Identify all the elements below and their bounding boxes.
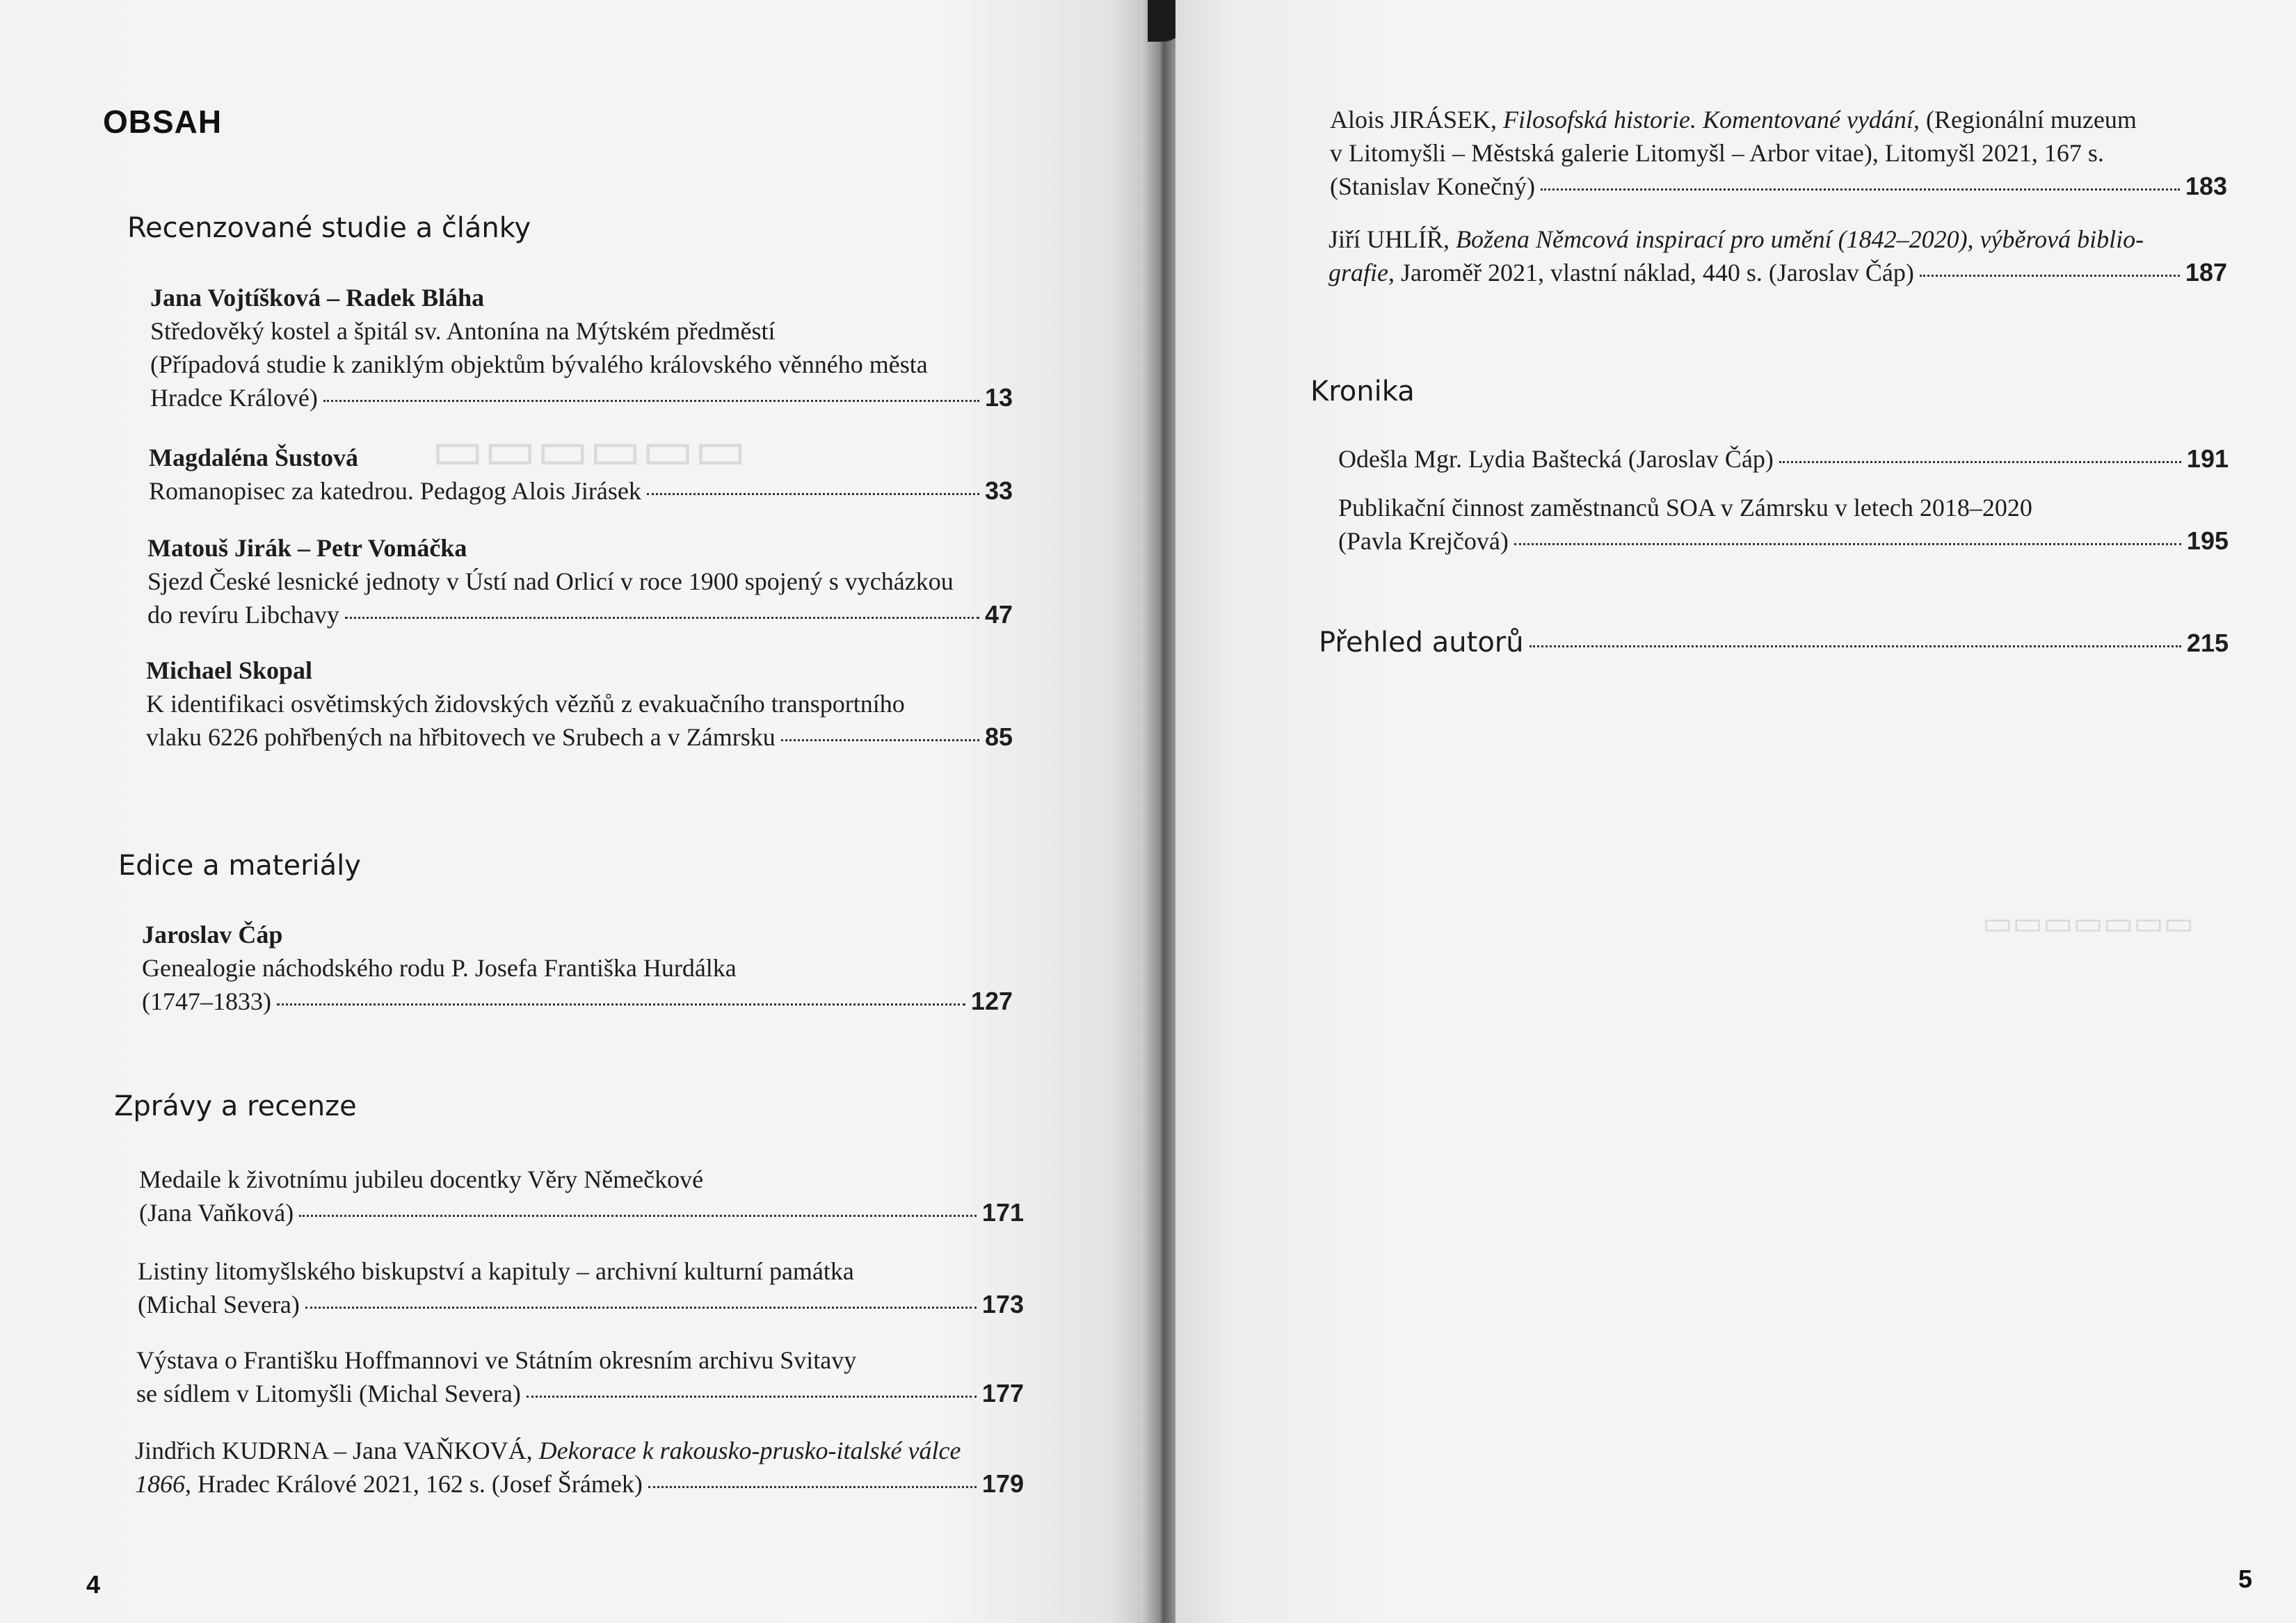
entry-title-end: do revíru Libchavy bbox=[147, 601, 339, 629]
entry-title-line bbox=[1330, 103, 2227, 136]
toc-entry[interactable] bbox=[1330, 103, 2227, 203]
page-number: 85 bbox=[984, 722, 1013, 751]
page-number: 183 bbox=[2185, 172, 2227, 200]
toc-entry[interactable] bbox=[150, 281, 1013, 414]
entry-title-line bbox=[1328, 223, 2227, 256]
dot-leader bbox=[1514, 543, 2181, 545]
dot-leader bbox=[781, 739, 979, 741]
entry-last-line bbox=[1338, 442, 2229, 476]
page-number: 177 bbox=[981, 1379, 1024, 1407]
page-number: 13 bbox=[984, 383, 1013, 412]
dot-leader bbox=[648, 1486, 977, 1488]
entry-author: Jana Vojtíšková – Radek Bláha bbox=[150, 284, 485, 312]
page-number: 33 bbox=[984, 476, 1013, 505]
page-number: 187 bbox=[2185, 258, 2227, 286]
page-number: 47 bbox=[984, 600, 1013, 629]
dot-leader bbox=[299, 1215, 977, 1217]
contents-heading: OBSAH bbox=[103, 104, 223, 140]
dot-leader bbox=[277, 1003, 965, 1006]
toc-entry[interactable] bbox=[1338, 442, 2229, 476]
entry-book-title-end: 1866 bbox=[135, 1470, 185, 1498]
dot-leader bbox=[1530, 645, 2181, 647]
dot-leader bbox=[305, 1307, 977, 1309]
entry-last-line bbox=[138, 1288, 1024, 1321]
page-number: 215 bbox=[2186, 629, 2229, 657]
entry-title-end: Odešla Mgr. Lydia Baštecká (Jaroslav Čáp) bbox=[1338, 445, 1774, 473]
show-through-left: ▭▭▭▭▭▭ bbox=[431, 419, 747, 481]
entry-author: Matouš Jirák – Petr Vomáčka bbox=[147, 534, 467, 562]
right-page bbox=[1175, 0, 2296, 1623]
entry-book-title: Filosofská historie. Komentované vydání, bbox=[1503, 106, 1920, 134]
page-folio-right: 5 bbox=[2238, 1565, 2253, 1593]
show-through-right: ▭▭▭▭▭▭▭ bbox=[1982, 905, 2194, 941]
entry-last-line bbox=[1338, 524, 2229, 558]
entry-title-line: K identifikaci osvětimských židovských vězňů z evakuačního transportního bbox=[146, 690, 905, 718]
toc-entry[interactable] bbox=[136, 1343, 1024, 1410]
entry-title-line bbox=[135, 1434, 1024, 1467]
dot-leader bbox=[323, 400, 979, 402]
page-number: 127 bbox=[970, 987, 1013, 1015]
section-title-authors: Přehled autorů bbox=[1319, 627, 1524, 659]
entry-author: Magdaléna Šustová bbox=[149, 444, 359, 471]
section-title-chronicle: Kronika bbox=[1310, 376, 1415, 407]
entry-title-end: (Stanislav Konečný) bbox=[1330, 172, 1535, 200]
dot-leader bbox=[345, 617, 979, 619]
entry-title-line: v Litomyšli – Městská galerie Litomyšl – Arbor vitae), Litomyšl 2021, 167 s. bbox=[1330, 139, 2104, 167]
entry-title-line: Listiny litomyšlského biskupství a kapituly – archivní kulturní památka bbox=[138, 1257, 854, 1285]
entry-last-line bbox=[147, 598, 1013, 631]
entry-author: Jaroslav Čáp bbox=[142, 921, 283, 948]
entry-title-line: Středověký kostel a špitál sv. Antonína na Mýtském předměstí bbox=[150, 317, 776, 345]
entry-title-end bbox=[135, 1467, 643, 1501]
entry-title-line: Medaile k životnímu jubileu docentky Věry Němečkové bbox=[139, 1165, 704, 1193]
toc-entry[interactable] bbox=[1338, 491, 2229, 558]
page-number: 173 bbox=[981, 1290, 1024, 1318]
entry-title-end: (Michal Severa) bbox=[138, 1291, 300, 1318]
entry-last-line bbox=[146, 720, 1013, 754]
entry-title-end: vlaku 6226 pohřbených na hřbitovech ve Srubech a v Zámrsku bbox=[146, 723, 776, 751]
dot-leader bbox=[1920, 275, 2180, 277]
toc-entry[interactable] bbox=[135, 1434, 1024, 1501]
entry-last-line bbox=[1328, 256, 2227, 289]
dot-leader bbox=[647, 493, 979, 495]
page-number: 191 bbox=[2186, 444, 2229, 473]
entry-title-end: se sídlem v Litomyšli (Michal Severa) bbox=[136, 1380, 521, 1407]
dot-leader bbox=[527, 1396, 977, 1398]
entry-title-line: Výstava o Františku Hoffmannovi ve Státním okresním archivu Svitavy bbox=[136, 1346, 857, 1374]
entry-title-end: Hradce Králové) bbox=[150, 384, 318, 412]
dot-leader bbox=[1779, 461, 2181, 463]
entry-author: Michael Skopal bbox=[146, 656, 313, 684]
entry-title-end: Romanopisec za katedrou. Pedagog Alois Jirásek bbox=[149, 477, 641, 505]
toc-entry[interactable] bbox=[1319, 623, 2229, 663]
section-title-editions: Edice a materiály bbox=[118, 850, 361, 882]
entry-last-line bbox=[136, 1377, 1024, 1410]
entry-last-line bbox=[149, 474, 1013, 508]
entry-author-editors: Jindřich KUDRNA – Jana VAŇKOVÁ, bbox=[135, 1437, 539, 1464]
toc-entry[interactable] bbox=[147, 531, 1013, 631]
entry-book-title: Božena Němcová inspirací pro umění (1842–2020), výběrová biblio- bbox=[1456, 225, 2144, 253]
entry-title-line: (Případová studie k zaniklým objektům bývalého královského věnného města bbox=[150, 350, 928, 378]
entry-book-title-end: grafie bbox=[1328, 259, 1388, 286]
entry-title-end: (1747–1833) bbox=[142, 987, 271, 1015]
entry-author-editors: Jiří UHLÍŘ, bbox=[1328, 225, 1456, 253]
entry-title-line: Genealogie náchodského rodu P. Josefa Františka Hurdálka bbox=[142, 954, 737, 982]
entry-author-editors: Alois JIRÁSEK, bbox=[1330, 106, 1504, 134]
entry-publication: , Jaroměř 2021, vlastní náklad, 440 s. (Jaroslav Čáp) bbox=[1388, 259, 1914, 286]
entry-last-line bbox=[139, 1196, 1024, 1229]
entry-last-line bbox=[1319, 623, 2229, 663]
entry-title-line: Publikační činnost zaměstnanců SOA v Zámrsku v letech 2018–2020 bbox=[1338, 494, 2032, 522]
entry-title-end bbox=[1328, 256, 1914, 289]
toc-entry[interactable] bbox=[139, 1163, 1024, 1229]
toc-entry[interactable] bbox=[146, 654, 1013, 754]
entry-title-line: Sjezd České lesnické jednoty v Ústí nad Orlicí v roce 1900 spojený s vycházkou bbox=[147, 567, 954, 595]
entry-last-line bbox=[135, 1467, 1024, 1501]
entry-title-end: (Jana Vaňková) bbox=[139, 1199, 294, 1227]
entry-book-title: Dekorace k rakousko-prusko-italské válce bbox=[538, 1437, 961, 1464]
entry-publication: , Hradec Králové 2021, 162 s. (Josef Šrámek) bbox=[185, 1470, 643, 1498]
entry-publisher: (Regionální muzeum bbox=[1919, 106, 2137, 134]
toc-entry[interactable] bbox=[1328, 223, 2227, 289]
page-number: 171 bbox=[981, 1198, 1024, 1227]
page-number: 179 bbox=[981, 1469, 1024, 1498]
entry-title-end: (Pavla Krejčová) bbox=[1338, 527, 1509, 555]
toc-entry[interactable] bbox=[138, 1254, 1024, 1321]
section-title-reports: Zprávy a recenze bbox=[114, 1090, 357, 1122]
toc-entry[interactable] bbox=[142, 918, 1013, 1018]
entry-last-line bbox=[142, 985, 1013, 1018]
entry-last-line bbox=[150, 381, 1013, 414]
toc-entry[interactable] bbox=[149, 441, 1013, 508]
page-folio-left: 4 bbox=[86, 1570, 101, 1599]
dot-leader bbox=[1541, 188, 2180, 191]
page-number: 195 bbox=[2186, 526, 2229, 555]
section-title-reviewed-studies: Recenzované studie a články bbox=[127, 212, 531, 244]
entry-last-line bbox=[1330, 170, 2227, 203]
